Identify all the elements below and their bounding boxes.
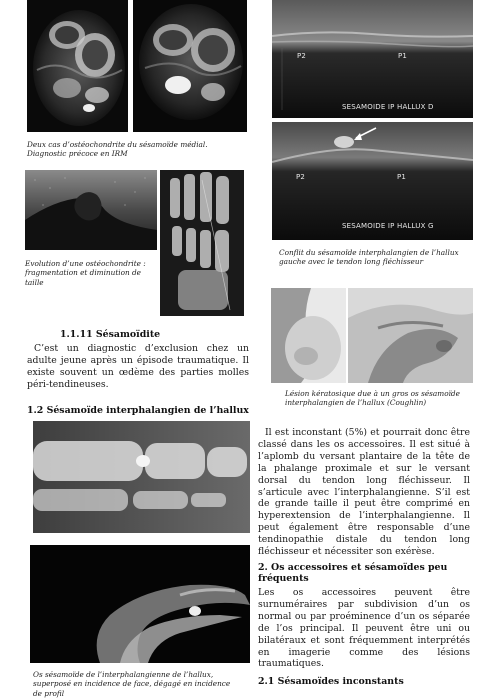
keratosis-photo (271, 288, 346, 383)
section-1-2-text: Il est inconstant (5%) et pourrait donc être classé dans les os accessoires. Il est situé à l’aplomb du versant plantaire de la tête de la phalange proximale et sur le versant dorsal du tendon long fléchisseur. Il s’articule avec l’interphalangienne. S’il est de grande taille il peut être comprimé en hyperextension de l’interphalangienne. Il peut également être responsable d’une tendinopathie distale du tendon long fléchisseur et nécessiter son exérèse. (258, 427, 470, 558)
mri-caption: Deux cas d’ostéochondrite du sésamoïde médial. Diagnostic précoce en IRM (27, 140, 208, 159)
us-top-p1-label: P1 (398, 52, 408, 60)
section-1-1-11-heading: 1.1.11 Sésamoïdite (60, 329, 161, 340)
section-2-heading: 2. Os accessoires et sésamoïdes peu fréquents (258, 562, 448, 584)
us-top-p2-label: P2 (297, 52, 307, 60)
section-1-2-heading: 1.2 Sésamoïde interphalangien de l’hallux (27, 405, 249, 416)
hallux-xray-face-image (33, 421, 250, 533)
section-2-text: Les os accessoires peuvent être surnuméraires par subdivision d’un os normal ou par proéminence d’un os séparée de l’os principal. Il peuvent être uni ou bilatéraux et sont fréquemment interprétés en imagerie comme des lésions traumatiques. (258, 587, 470, 670)
us-bottom-p1-label: P1 (397, 173, 407, 181)
keratosis-caption: Lésion kératosique due à un gros os sésamoïde interphalangien de l’hallux (Coughlin) (285, 389, 460, 408)
xray-caption: Os sésamoïde de l’interphalangienne de l’hallux, superposé en incidence de face, dégagé en incidence de profil (33, 670, 231, 698)
hallux-xray-profile-image (30, 545, 250, 663)
evolution-caption: Evolution d’une ostéochondrite : fragmentation et diminution de taille (25, 259, 146, 287)
osteochondritis-evolution-image (25, 170, 157, 250)
foot-xray-image (160, 170, 244, 316)
ultrasound-right-image (272, 0, 473, 118)
us-top-title: SESAMOIDE IP HALLUX D (342, 103, 434, 111)
section-2-1-heading: 2.1 Sésamoïdes inconstants (258, 676, 404, 687)
mri-image-1 (27, 0, 128, 132)
us-bottom-title: SESAMOIDE IP HALLUX G (342, 222, 434, 230)
keratosis-xray (348, 288, 473, 383)
ultrasound-left-image (272, 122, 473, 240)
section-1-1-11-text: C’est un diagnostic d’exclusion chez un adulte jeune après un épisode traumatique. Il existe souvent un œdème des parties molles péri-tendineuses. (27, 343, 249, 390)
ultrasound-caption: Conflit du sésamoïde interphalangien de l’hallux gauche avec le tendon long fléchisseur (279, 248, 459, 267)
us-bottom-p2-label: P2 (296, 173, 306, 181)
mri-image-2 (133, 0, 247, 132)
